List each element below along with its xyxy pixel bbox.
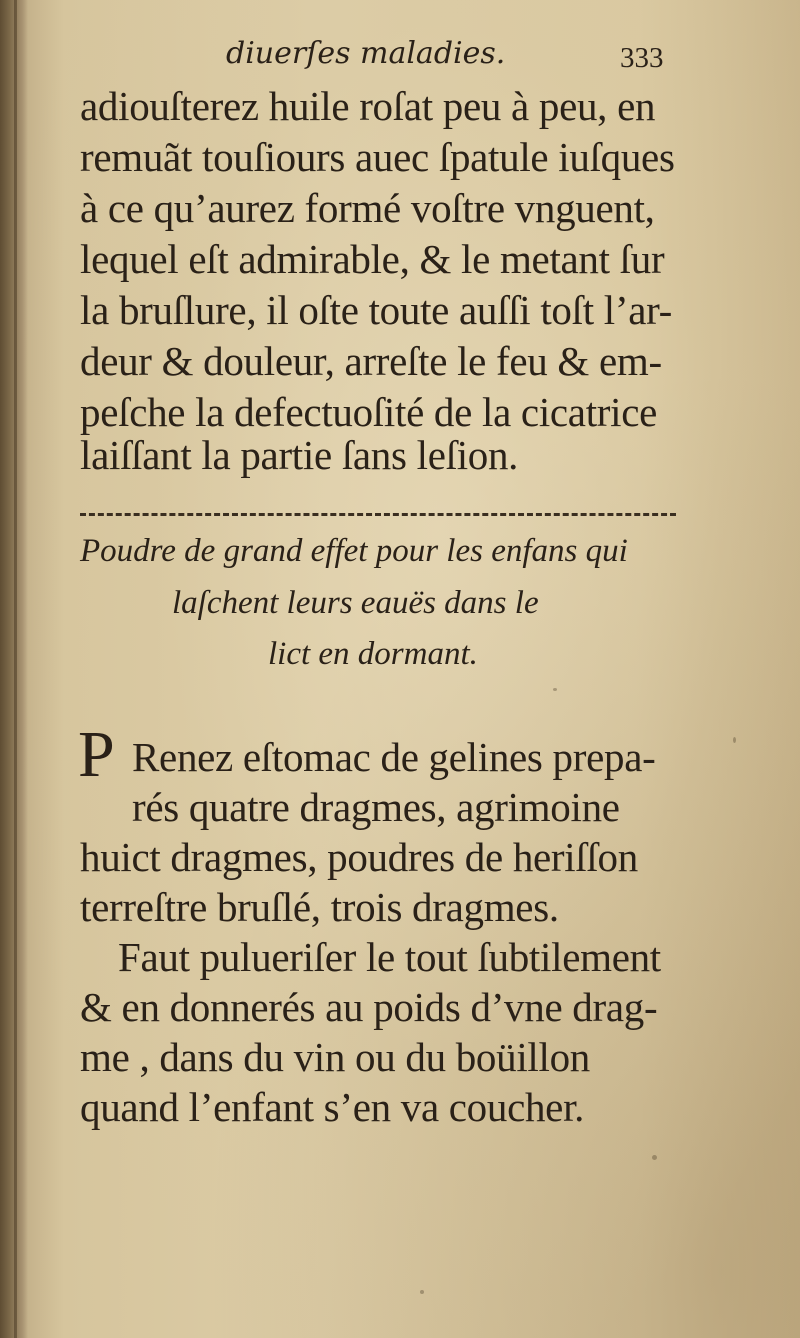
paper-speck <box>553 688 557 691</box>
running-head: diuerſes maladies. <box>226 36 506 71</box>
paper-speck <box>420 1290 424 1294</box>
text-line: rés quatre dragmes, agrimoine <box>132 784 620 830</box>
title-line: Poudre de grand effet pour les enfans qui <box>80 533 628 569</box>
text-line: deur & douleur, arreſte le feu & em- <box>80 338 662 384</box>
text-line: & en donnerés au poids d’vne drag- <box>80 984 658 1030</box>
text-line: Renez eſtomac de gelines prepa- <box>132 734 656 780</box>
text-line: remuãt touſiours auec ſpatule iuſques <box>80 134 675 180</box>
paper-speck <box>733 737 736 743</box>
section-divider <box>80 513 676 516</box>
drop-cap: P <box>78 718 115 791</box>
binding-shadow <box>14 0 17 1338</box>
title-line: laſchent leurs eauës dans le <box>172 585 539 621</box>
page-number: 333 <box>620 42 664 74</box>
text-line: peſche la defectuoſité de la cicatrice <box>80 389 658 435</box>
text-line: lequel eſt admirable, & le metant ſur <box>80 236 665 282</box>
text-line: laiſſant la partie ſans leſion. <box>80 432 519 478</box>
text-line: Faut pulueriſer le tout ſubtilement <box>118 934 661 980</box>
text-line: la bruſlure, il oſte toute auſſi toſt l’ar- <box>80 287 672 333</box>
paper-speck <box>652 1155 657 1160</box>
text-line: terreſtre bruſlé, trois dragmes. <box>80 884 559 930</box>
title-line: lict en dormant. <box>268 636 478 672</box>
text-line: à ce qu’aurez formé voſtre vnguent, <box>80 185 655 231</box>
text-line: huict dragmes, poudres de heriſſon <box>80 834 638 880</box>
text-line: quand l’enfant s’en va coucher. <box>80 1084 585 1130</box>
text-line: me , dans du vin ou du boüillon <box>80 1034 591 1080</box>
text-line: adiouſterez huile roſat peu à peu, en <box>80 83 656 129</box>
